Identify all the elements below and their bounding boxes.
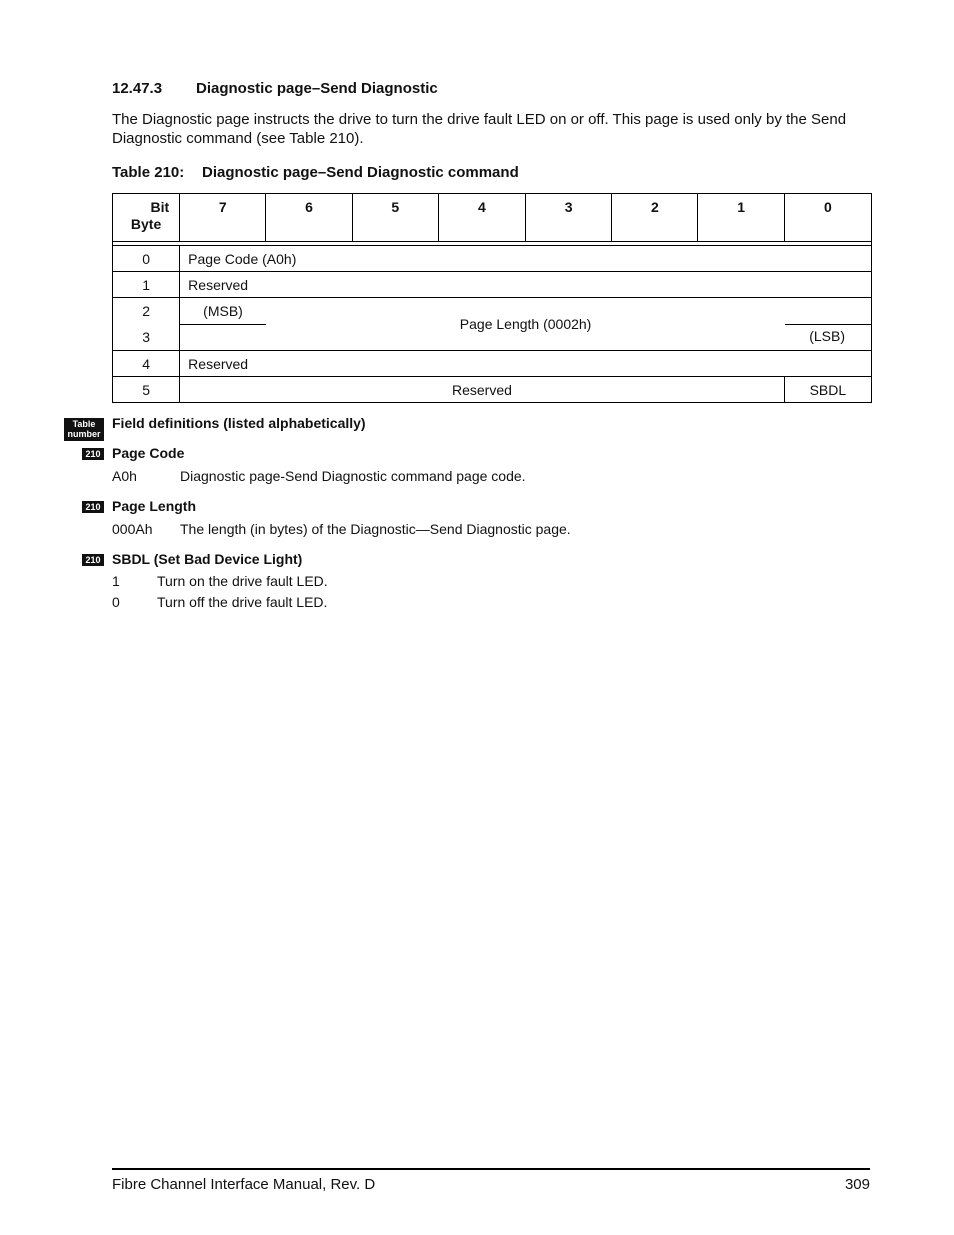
field-value-desc: Turn off the drive fault LED. xyxy=(157,594,328,610)
field-value-code: 000Ah xyxy=(112,521,153,537)
lsb-label: (LSB) xyxy=(809,328,845,344)
bit-header-5: 5 xyxy=(352,194,438,242)
field-value-desc: Turn on the drive fault LED. xyxy=(157,573,328,589)
corner-bit-label: Bit xyxy=(150,199,170,215)
byte-number: 2 xyxy=(142,303,150,319)
section-number: 12.47.3 xyxy=(112,80,163,97)
corner-byte-label: Byte xyxy=(130,216,162,232)
field-value-desc: Diagnostic page-Send Diagnostic command page code. xyxy=(180,468,526,484)
diagnostic-page-table xyxy=(112,193,872,403)
byte-number: 1 xyxy=(113,272,180,298)
table-header-row xyxy=(113,194,872,242)
bit-header-6: 6 xyxy=(266,194,352,242)
table-row-byte-0 xyxy=(113,246,872,272)
table-caption-number: Table 210: xyxy=(112,164,185,181)
bit-header-1: 1 xyxy=(698,194,784,242)
reserved-field: Reserved xyxy=(180,377,785,403)
field-definitions-heading: Field definitions (listed alphabetically) xyxy=(112,415,366,431)
bit-header-4: 4 xyxy=(438,194,525,242)
byte-number: 4 xyxy=(113,351,180,377)
bit-header-2: 2 xyxy=(612,194,698,242)
table-row-byte-4 xyxy=(113,351,872,377)
table-caption xyxy=(112,164,519,181)
tag-line: number xyxy=(67,429,101,439)
footer-rule xyxy=(112,1168,870,1170)
field-value-code: 1 xyxy=(112,573,120,589)
byte-number: 5 xyxy=(113,377,180,403)
page-code-field: Page Code (A0h) xyxy=(180,246,872,272)
table-caption-title: Diagnostic page–Send Diagnostic command xyxy=(202,164,519,181)
table-ref-tag: 210 xyxy=(82,554,104,566)
byte-number: 0 xyxy=(113,246,180,272)
table-row-byte-1 xyxy=(113,272,872,298)
reserved-field: Reserved xyxy=(180,351,872,377)
table-ref-tag: 210 xyxy=(82,448,104,460)
bit-header-7: 7 xyxy=(180,194,266,242)
sbdl-field: SBDL xyxy=(784,377,871,403)
section-heading xyxy=(112,80,438,97)
msb-label: (MSB) xyxy=(203,303,243,319)
byte-number: 3 xyxy=(142,329,150,345)
field-value-desc: The length (in bytes) of the Diagnostic—Send Diagnostic page. xyxy=(180,521,571,537)
field-name-page-length: Page Length xyxy=(112,498,197,514)
lsb-divider xyxy=(785,324,871,325)
table-row-byte-5 xyxy=(113,377,872,403)
page-number: 309 xyxy=(844,1176,870,1193)
bit-header-0: 0 xyxy=(784,194,871,242)
field-name-page-code: Page Code xyxy=(112,445,185,461)
reserved-field: Reserved xyxy=(180,272,872,298)
page-length-label: Page Length (0002h) xyxy=(459,316,592,332)
bit-byte-corner xyxy=(113,194,180,242)
tag-line: Table xyxy=(72,419,96,429)
page-length-field xyxy=(180,298,872,351)
field-name-sbdl: SBDL (Set Bad Device Light) xyxy=(112,551,303,567)
footer-title: Fibre Channel Interface Manual, Rev. D xyxy=(112,1176,376,1193)
table-row-byte-2-3 xyxy=(113,298,872,351)
table-ref-tag: 210 xyxy=(82,501,104,513)
bit-header-3: 3 xyxy=(526,194,612,242)
field-value-code: 0 xyxy=(112,594,120,610)
byte-number-pair xyxy=(113,298,180,351)
field-value-code: A0h xyxy=(112,468,137,484)
intro-paragraph: The Diagnostic page instructs the drive to turn the drive fault LED on or off. This page is used only by the Send Diagnostic command (see Table 210). xyxy=(112,111,847,147)
table-number-tag xyxy=(64,418,104,441)
section-title: Diagnostic page–Send Diagnostic xyxy=(196,80,438,97)
